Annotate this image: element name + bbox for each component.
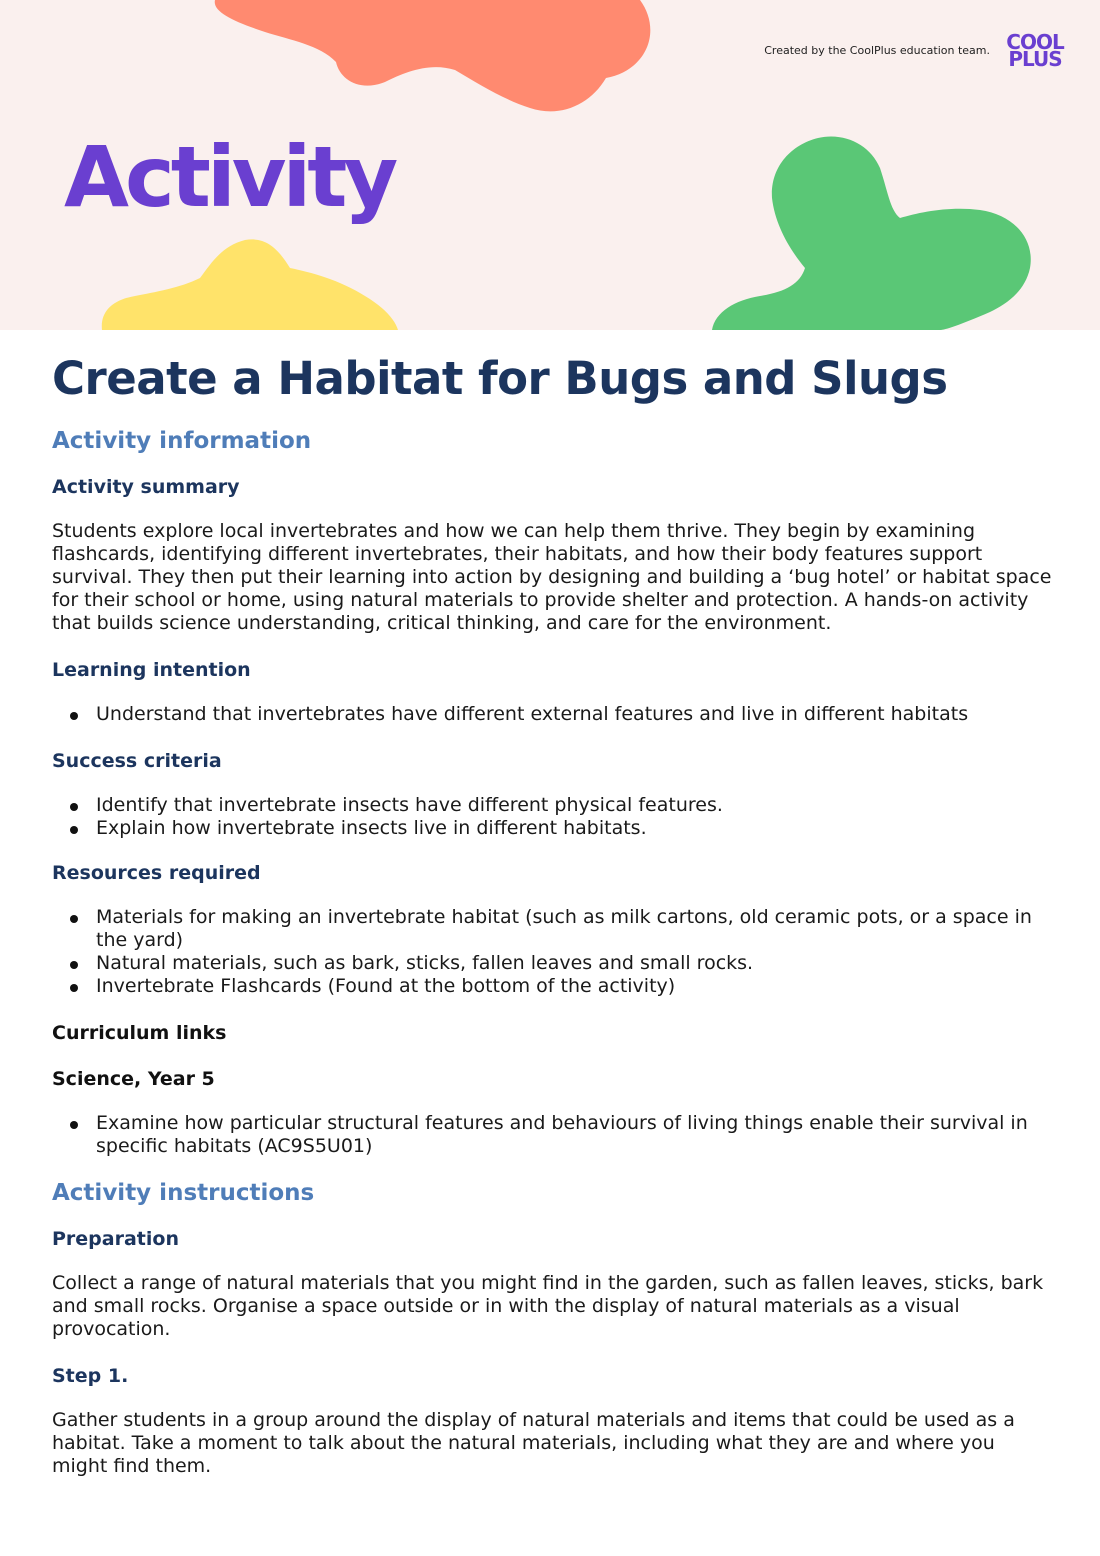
list-item: Examine how particular structural features and behaviours of living things enable their survival in specific habitats (AC9S5U01) <box>52 1112 1052 1158</box>
list-item: Invertebrate Flashcards (Found at the bottom of the activity) <box>52 975 1052 998</box>
learning-intention-heading: Learning intention <box>52 659 251 681</box>
section-activity-information: Activity information <box>52 428 312 454</box>
green-blob <box>712 137 1031 330</box>
yellow-blob <box>102 239 398 330</box>
list-item: Materials for making an invertebrate habitat (such as milk cartons, old ceramic pots, or a space in the yard) <box>52 906 1052 952</box>
science-list <box>52 1112 1052 1158</box>
list-item: Natural materials, such as bark, sticks, fallen leaves and small rocks. <box>52 952 1052 975</box>
activity-label: Activity <box>64 128 395 226</box>
learning-intention-list <box>52 703 1052 726</box>
summary-text: Students explore local invertebrates and how we can help them thrive. They begin by examining flashcards, identifying different invertebrates, their habitats, and how their body features support survival. They then put their learning into action by designing and building a ‘bug hotel’ or habitat space for their school or home, using natural materials to provide shelter and protection. A hands-on activity that builds science understanding, critical thinking, and care for the environment. <box>52 520 1052 634</box>
success-criteria-list <box>52 794 1052 840</box>
coolplus-logo <box>1003 30 1067 71</box>
list-item: Explain how invertebrate insects live in different habitats. <box>52 817 1052 840</box>
header-banner <box>0 0 1100 330</box>
resources-heading: Resources required <box>52 862 261 884</box>
coral-blob <box>215 0 651 111</box>
curriculum-links-heading: Curriculum links <box>52 1022 227 1044</box>
preparation-heading: Preparation <box>52 1228 179 1250</box>
summary-heading: Activity summary <box>52 476 240 498</box>
science-year-heading: Science, Year 5 <box>52 1068 215 1090</box>
success-criteria-heading: Success criteria <box>52 750 222 772</box>
resources-list <box>52 906 1052 998</box>
logo-top: COOL <box>1006 30 1064 54</box>
preparation-text: Collect a range of natural materials that you might find in the garden, such as fallen leaves, sticks, bark and small rocks. Organise a space outside or in with the display of natural materials as a visual provocation. <box>52 1272 1044 1340</box>
list-item: Understand that invertebrates have different external features and live in different habitats <box>52 703 1052 726</box>
page-title: Create a Habitat for Bugs and Slugs <box>52 352 948 405</box>
logo-bottom: PLUS <box>1008 47 1062 71</box>
step1-text: Gather students in a group around the display of natural materials and items that could be used as a habitat. Take a moment to talk about the natural materials, including what they are and where you might find them. <box>52 1409 1015 1477</box>
list-item: Identify that invertebrate insects have different physical features. <box>52 794 1052 817</box>
credit-text: Created by the CoolPlus education team. <box>764 44 990 57</box>
main-content <box>52 350 1052 1478</box>
step1-heading: Step 1. <box>52 1365 129 1387</box>
section-activity-instructions: Activity instructions <box>52 1180 315 1206</box>
